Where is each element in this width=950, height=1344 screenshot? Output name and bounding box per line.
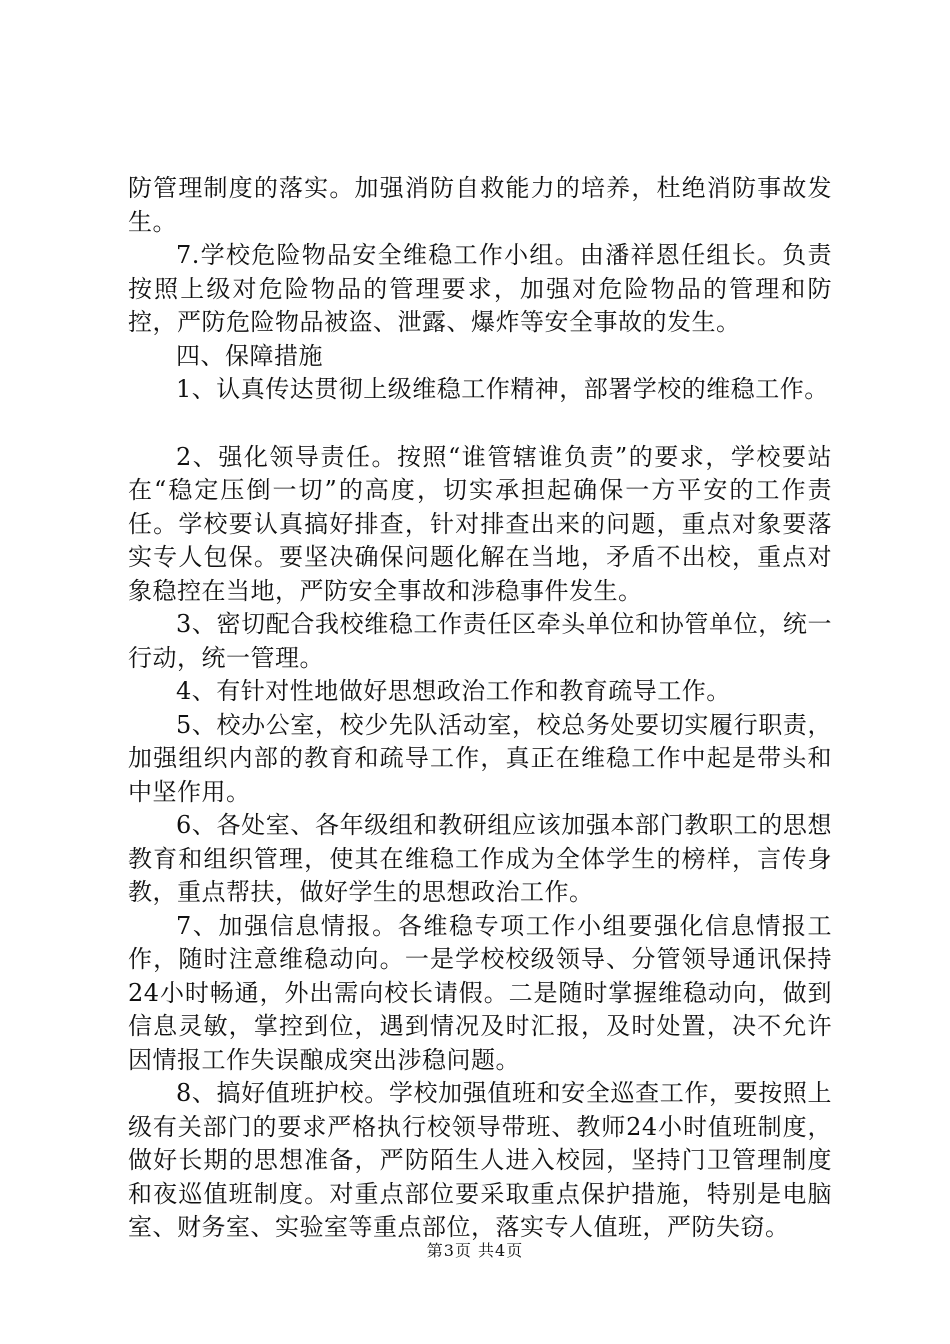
paragraph-measure-4: 4、有针对性地做好思想政治工作和教育疏导工作。	[176, 677, 731, 705]
paragraph-measure-2: 2、强化领导责任。按照“谁管辖谁负责”的要求，学校要站在“稳定压倒一切”的高度，切实承担起确保一方平安的工作责任。学校要认真搞好排查，针对排查出来的问题，重点对象要落实专人包保。要坚决确保问题化解在当地，矛盾不出校，重点对象稳控在当地，严防安全事故和涉稳事件发生。	[128, 442, 832, 605]
document-body	[128, 172, 832, 1245]
paragraph-measure-6: 6、各处室、各年级组和教研组应该加强本部门教职工的思想教育和组织管理，使其在维稳工作成为全体学生的榜样，言传身教，重点帮扶，做好学生的思想政治工作。	[128, 811, 832, 906]
paragraph-measure-5: 5、校办公室，校少先队活动室，校总务处要切实履行职责，加强组织内部的教育和疏导工作，真正在维稳工作中起是带头和中坚作用。	[128, 710, 832, 806]
paragraph-measure-8: 8、搞好值班护校。学校加强值班和安全巡查工作，要按照上级有关部门的要求严格执行校领导带班、教师24小时值班制度，做好长期的思想准备，严防陌生人进入校园，坚持门卫管理制度和夜巡值班制度。对重点部位要采取重点保护措施，特别是电脑室、财务室、实验室等重点部位，落实专人值班，严防失窃。	[128, 1079, 832, 1241]
paragraph-measure-3: 3、密切配合我校维稳工作责任区牵头单位和协管单位，统一行动，统一管理。	[128, 610, 832, 672]
paragraph-hazardous-materials-group: 7.学校危险物品安全维稳工作小组。由潘祥恩任组长。负责按照上级对危险物品的管理要求，加强对危险物品的管理和防控，严防危险物品被盗、泄露、爆炸等安全事故的发生。	[128, 241, 832, 336]
paragraph-measure-7: 7、加强信息情报。各维稳专项工作小组要强化信息情报工作，随时注意维稳动向。一是学校校级领导、分管领导通讯保持24小时畅通，外出需向校长请假。二是随时掌握维稳动向，做到信息灵敏，掌控到位，遇到情况及时汇报，及时处置，决不允许因情报工作失误酿成突出涉稳问题。	[128, 911, 832, 1074]
paragraph-measure-1: 1、认真传达贯彻上级维稳工作精神，部署学校的维稳工作。	[176, 375, 829, 403]
paragraph-fire-management-continued: 防管理制度的落实。加强消防自救能力的培养，杜绝消防事故发生。	[128, 174, 832, 236]
page-footer: 第3页 共4页	[426, 1241, 524, 1260]
section-heading-safeguard-measures: 四、保障措施	[176, 341, 323, 370]
